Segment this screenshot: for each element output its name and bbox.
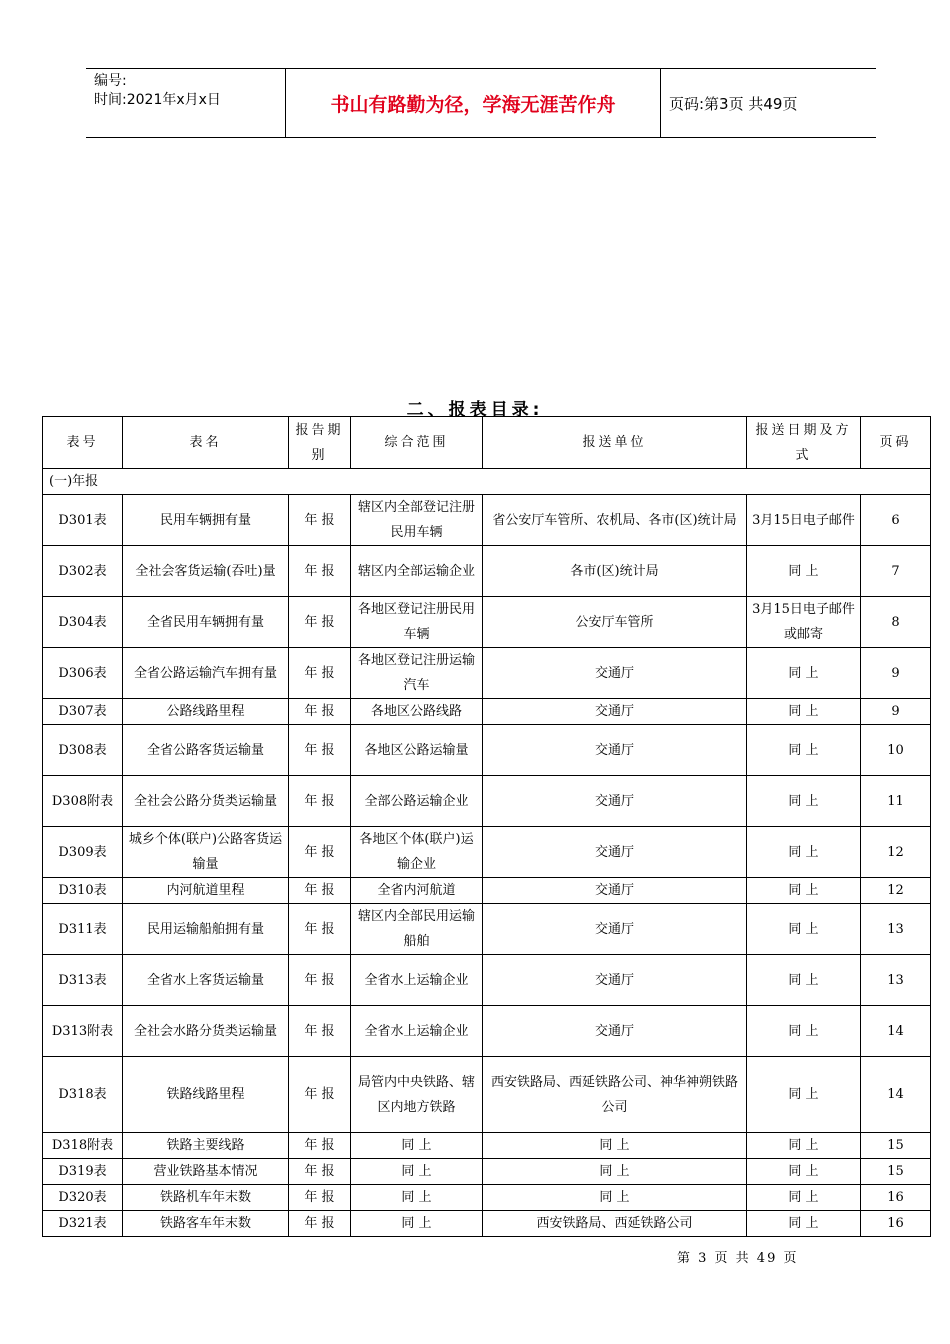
report-period-cell: 年 报 [289,776,351,827]
table-header-row [43,417,931,469]
submission-date-cell: 同 上 [747,725,861,776]
page-number-cell: 15 [861,1133,931,1159]
reporting-unit-cell: 西安铁路局、西延铁路公司 [483,1211,747,1237]
submission-date-cell: 同 上 [747,699,861,725]
report-period-cell: 年 报 [289,1057,351,1133]
table-row [43,648,931,699]
reporting-unit-cell: 交通厅 [483,725,747,776]
scope-cell: 同 上 [351,1185,483,1211]
scope-cell: 同 上 [351,1133,483,1159]
scope-cell: 辖区内全部运输企业 [351,546,483,597]
table-row [43,1211,931,1237]
reporting-unit-cell: 各市(区)统计局 [483,546,747,597]
table-name-cell: 全社会客货运输(吞吐)量 [123,546,289,597]
reporting-unit-cell: 交通厅 [483,878,747,904]
column-header: 报告期别 [289,417,351,469]
reporting-unit-cell: 交通厅 [483,904,747,955]
page-number-cell: 12 [861,827,931,878]
scope-cell: 各地区个体(联户)运输企业 [351,827,483,878]
table-row [43,955,931,1006]
reporting-unit-cell: 交通厅 [483,776,747,827]
table-row [43,878,931,904]
reporting-unit-cell: 交通厅 [483,1006,747,1057]
scope-cell: 全省水上运输企业 [351,955,483,1006]
submission-date-cell: 同 上 [747,955,861,1006]
page-title: 二、报表目录: [406,400,544,420]
table-code-cell: D307表 [43,699,123,725]
page-number-cell: 13 [861,904,931,955]
report-period-cell: 年 报 [289,1211,351,1237]
page-number-cell: 16 [861,1211,931,1237]
report-period-cell: 年 报 [289,699,351,725]
report-period-cell: 年 报 [289,904,351,955]
table-code-cell: D302表 [43,546,123,597]
table-code-cell: D309表 [43,827,123,878]
submission-date-cell: 同 上 [747,776,861,827]
report-period-cell: 年 报 [289,1159,351,1185]
scope-cell: 全部公路运输企业 [351,776,483,827]
table-code-cell: D319表 [43,1159,123,1185]
table-code-cell: D311表 [43,904,123,955]
section-row [43,469,931,495]
column-header: 页码 [861,417,931,469]
page-number-cell: 14 [861,1006,931,1057]
page-number-cell: 15 [861,1159,931,1185]
report-period-cell: 年 报 [289,827,351,878]
number-label: 编号: [94,73,127,89]
reporting-unit-cell: 交通厅 [483,699,747,725]
report-period-cell: 年 报 [289,955,351,1006]
table-name-cell: 铁路主要线路 [123,1133,289,1159]
page-number-cell: 14 [861,1057,931,1133]
submission-date-cell: 同 上 [747,1057,861,1133]
scope-cell: 全省内河航道 [351,878,483,904]
scope-cell: 各地区公路线路 [351,699,483,725]
table-code-cell: D306表 [43,648,123,699]
reporting-unit-cell: 同 上 [483,1159,747,1185]
table-row [43,827,931,878]
report-period-cell: 年 报 [289,546,351,597]
scope-cell: 同 上 [351,1211,483,1237]
page-number-cell: 12 [861,878,931,904]
table-row [43,1159,931,1185]
table-row [43,1133,931,1159]
table-row [43,597,931,648]
submission-date-cell: 同 上 [747,827,861,878]
column-header: 综合范围 [351,417,483,469]
page-number-cell: 13 [861,955,931,1006]
table-row [43,699,931,725]
header-meta [86,69,286,137]
page-number-cell: 10 [861,725,931,776]
table-code-cell: D313表 [43,955,123,1006]
submission-date-cell: 同 上 [747,1211,861,1237]
table-name-cell: 全社会公路分货类运输量 [123,776,289,827]
table-name-cell: 民用运输船舶拥有量 [123,904,289,955]
table-row [43,546,931,597]
table-code-cell: D310表 [43,878,123,904]
reporting-unit-cell: 省公安厅车管所、农机局、各市(区)统计局 [483,495,747,546]
scope-cell: 同 上 [351,1159,483,1185]
table-code-cell: D313附表 [43,1006,123,1057]
scope-cell: 辖区内全部登记注册民用车辆 [351,495,483,546]
scope-cell: 各地区登记注册民用车辆 [351,597,483,648]
column-header: 报送单位 [483,417,747,469]
page-number-cell: 6 [861,495,931,546]
reporting-unit-cell: 交通厅 [483,648,747,699]
submission-date-cell: 同 上 [747,904,861,955]
table-row [43,1185,931,1211]
column-header: 表名 [123,417,289,469]
table-name-cell: 全省公路客货运输量 [123,725,289,776]
reporting-unit-cell: 交通厅 [483,827,747,878]
table-name-cell: 铁路机车年末数 [123,1185,289,1211]
table-name-cell: 全省公路运输汽车拥有量 [123,648,289,699]
table-name-cell: 全省水上客货运输量 [123,955,289,1006]
table-row [43,904,931,955]
section-label: (一)年报 [43,469,931,495]
column-header: 报送日期及方式 [747,417,861,469]
table-row [43,725,931,776]
table-name-cell: 铁路线路里程 [123,1057,289,1133]
table-name-cell: 营业铁路基本情况 [123,1159,289,1185]
table-code-cell: D318附表 [43,1133,123,1159]
submission-date-cell: 同 上 [747,1159,861,1185]
report-period-cell: 年 报 [289,878,351,904]
report-period-cell: 年 报 [289,648,351,699]
scope-cell: 全省水上运输企业 [351,1006,483,1057]
table-code-cell: D308表 [43,725,123,776]
page-number-cell: 9 [861,699,931,725]
submission-date-cell: 同 上 [747,878,861,904]
page-number-cell: 16 [861,1185,931,1211]
page-header [86,68,876,138]
report-period-cell: 年 报 [289,1185,351,1211]
scope-cell: 各地区公路运输量 [351,725,483,776]
reporting-unit-cell: 公安厅车管所 [483,597,747,648]
column-header: 表号 [43,417,123,469]
submission-date-cell: 同 上 [747,1006,861,1057]
table-name-cell: 全省民用车辆拥有量 [123,597,289,648]
time-label: 时间:2021年x月x日 [94,92,221,108]
report-period-cell: 年 报 [289,495,351,546]
page-number-cell: 11 [861,776,931,827]
report-period-cell: 年 报 [289,1133,351,1159]
submission-date-cell: 3月15日电子邮件 [747,495,861,546]
submission-date-cell: 同 上 [747,648,861,699]
table-code-cell: D308附表 [43,776,123,827]
header-page-info: 页码:第3页 共49页 [669,94,798,113]
page-number-cell: 9 [861,648,931,699]
scope-cell: 局管内中央铁路、辖区内地方铁路 [351,1057,483,1133]
submission-date-cell: 同 上 [747,1133,861,1159]
table-row [43,776,931,827]
reporting-unit-cell: 交通厅 [483,955,747,1006]
scope-cell: 辖区内全部民用运输船舶 [351,904,483,955]
submission-date-cell: 同 上 [747,546,861,597]
page-number-cell: 8 [861,597,931,648]
table-code-cell: D321表 [43,1211,123,1237]
catalog-table [42,416,931,1237]
page-footer: 第 3 页 共 49 页 [677,1251,799,1266]
table-code-cell: D320表 [43,1185,123,1211]
page-number-cell: 7 [861,546,931,597]
table-code-cell: D318表 [43,1057,123,1133]
report-period-cell: 年 报 [289,1006,351,1057]
report-period-cell: 年 报 [289,725,351,776]
table-name-cell: 全社会水路分货类运输量 [123,1006,289,1057]
table-row [43,495,931,546]
report-period-cell: 年 报 [289,597,351,648]
table-code-cell: D301表 [43,495,123,546]
header-motto: 书山有路勤为径，学海无涯苦作舟 [286,69,661,137]
table-name-cell: 内河航道里程 [123,878,289,904]
table-code-cell: D304表 [43,597,123,648]
reporting-unit-cell: 同 上 [483,1133,747,1159]
table-name-cell: 铁路客车年末数 [123,1211,289,1237]
submission-date-cell: 3月15日电子邮件或邮寄 [747,597,861,648]
table-row [43,1057,931,1133]
table-name-cell: 民用车辆拥有量 [123,495,289,546]
table-row [43,1006,931,1057]
reporting-unit-cell: 西安铁路局、西延铁路公司、神华神朔铁路公司 [483,1057,747,1133]
table-name-cell: 公路线路里程 [123,699,289,725]
reporting-unit-cell: 同 上 [483,1185,747,1211]
submission-date-cell: 同 上 [747,1185,861,1211]
scope-cell: 各地区登记注册运输汽车 [351,648,483,699]
table-name-cell: 城乡个体(联户)公路客货运输量 [123,827,289,878]
